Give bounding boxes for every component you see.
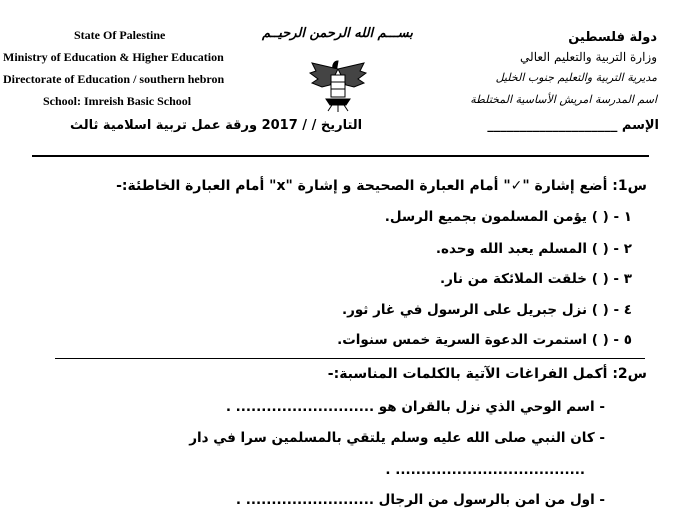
q1-item: ٢ - ( ) المسلم يعبد الله وحده. xyxy=(435,241,632,257)
student-name-field: الإسم ____________________ xyxy=(487,118,659,133)
ministry-ar: وزارة التربية والتعليم العالي xyxy=(520,50,657,64)
state-en: State Of Palestine xyxy=(74,28,166,42)
header-divider xyxy=(32,155,649,157)
section-divider xyxy=(55,358,645,359)
palestine-emblem-icon xyxy=(306,55,370,115)
school-ar: اسم المدرسة امريش الأساسية المختلطة xyxy=(470,93,657,106)
basmala: بســـم الله الرحمن الرحيــم xyxy=(262,26,413,41)
directorate-en: Directorate of Education / southern hebron xyxy=(3,72,225,86)
school-en: School: Imreish Basic School xyxy=(43,94,192,108)
worksheet-date-subject: التاريخ / / 2017 ورقة عمل تربية اسلامية ثالث xyxy=(70,118,363,133)
q2-item: - كان النبي صلى الله عليه وسلم يلتقي بالمسلمين سرا في دار xyxy=(189,430,605,446)
q2-item-continuation: ..................................... . xyxy=(385,462,585,478)
q1-item: ٣ - ( ) خلقت الملائكة من نار. xyxy=(440,271,632,287)
ministry-en: Ministry of Education & Higher Education xyxy=(3,50,224,64)
state-ar: دولة فلسطين xyxy=(568,30,657,45)
q2-title: س2: أكمل الفراغات الآتية بالكلمات المناسبة:- xyxy=(327,366,647,382)
q1-title: س1: أضع إشارة "✓" أمام العبارة الصحيحة و إشارة "x" أمام العبارة الخاطئة:- xyxy=(116,178,647,194)
q1-item: ٤ - ( ) نزل جبريل على الرسول في غار ثور. xyxy=(341,302,632,318)
directorate-ar: مديرية التربية والتعليم جنوب الخليل xyxy=(495,71,657,84)
q1-item: ١ - ( ) يؤمن المسلمون بجميع الرسل. xyxy=(384,209,632,225)
q1-item: ٥ - ( ) استمرت الدعوة السرية خمس سنوات. xyxy=(337,332,632,348)
q2-item: - اول من امن بالرسول من الرجال ......................... . xyxy=(235,492,605,508)
q2-item: - اسم الوحي الذي نزل بالقران هو ........................... . xyxy=(225,399,605,415)
